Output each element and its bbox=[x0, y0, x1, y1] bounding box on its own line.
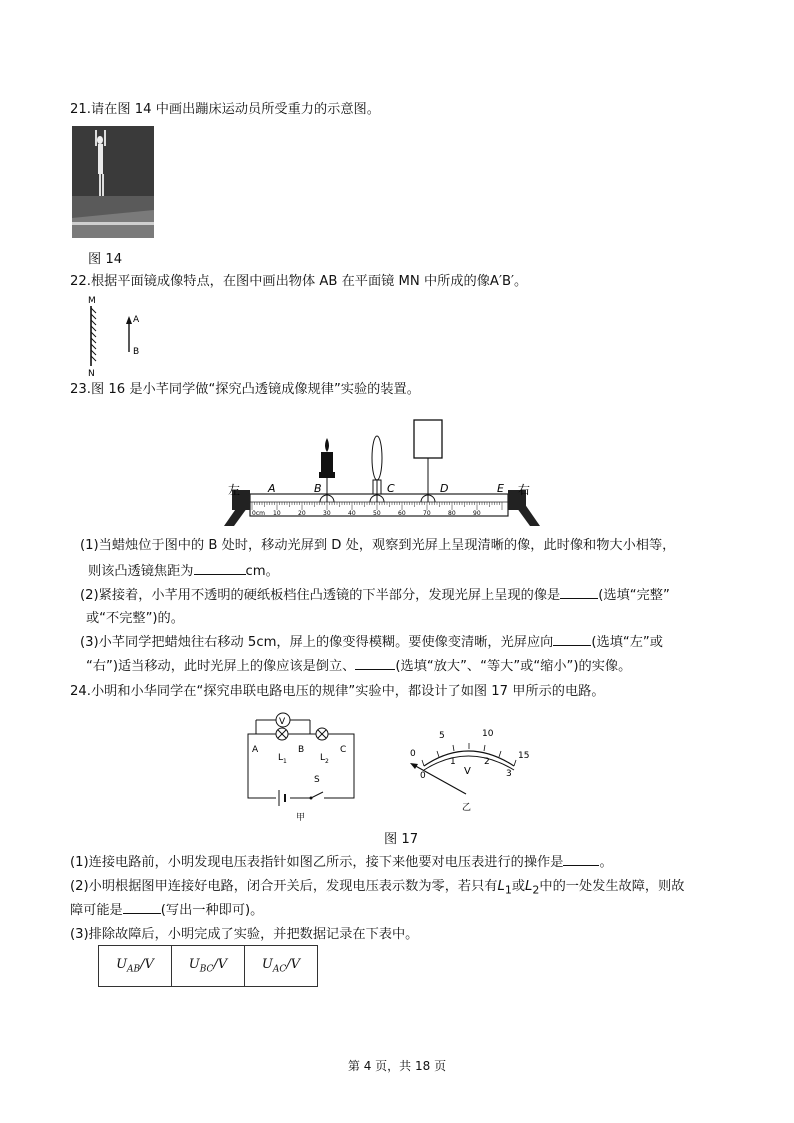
header-uac: $U_{AC}/V$ bbox=[245, 946, 318, 987]
mirror-label-n: N bbox=[88, 369, 95, 378]
dial-unit: V bbox=[464, 766, 471, 777]
answer-blank-focal-length[interactable] bbox=[194, 562, 246, 575]
lamp-l2-label: $L_2$ bbox=[320, 753, 329, 765]
q24-part1 bbox=[70, 853, 613, 872]
point-a: A bbox=[268, 482, 276, 495]
ruler-tick-label: 50 bbox=[373, 510, 381, 517]
table-header-row bbox=[99, 946, 318, 987]
q24-part2-line2-suffix: (写出一种即可)。 bbox=[160, 903, 264, 918]
lamp-ref-sub1: 1 bbox=[504, 883, 512, 897]
circuit-diagram bbox=[244, 708, 364, 828]
ruler-tick-label: 80 bbox=[448, 510, 456, 517]
point-c: C bbox=[387, 482, 395, 495]
q23-part2-line1 bbox=[80, 586, 670, 605]
header-uab: $U_{AB}/V$ bbox=[99, 946, 172, 987]
dial-caption: 乙 bbox=[462, 803, 472, 813]
switch-label: S bbox=[314, 775, 320, 785]
q24-part2-line1 bbox=[70, 877, 684, 900]
q24-part2-line2-prefix: 障可能是 bbox=[70, 903, 123, 918]
figure-17-label: 图 17 bbox=[384, 832, 419, 847]
mirror-label-m: M bbox=[88, 296, 96, 306]
question-24-intro: 24.小明和小华同学在“探究串联电路电压的规律”实验中，都设计了如图 17 甲所示的电路。 bbox=[70, 684, 605, 699]
q24-part1-suffix: 。 bbox=[599, 855, 613, 870]
answer-blank-image-complete[interactable] bbox=[560, 586, 598, 599]
q24-part2-prefix: (2)小明根据图甲连接好电路，闭合开关后，发现电压表示数为零，若只有 bbox=[70, 879, 498, 894]
ruler-tick-label: 60 bbox=[398, 510, 406, 517]
ruler-tick-label: 90 bbox=[473, 510, 481, 517]
circuit-caption: 甲 bbox=[296, 813, 306, 823]
ruler-tick-label: 70 bbox=[423, 510, 431, 517]
voltmeter-dial bbox=[406, 722, 536, 820]
question-23-intro: 23.图 16 是小芊同学做“探究凸透镜成像规律”实验的装置。 bbox=[70, 382, 420, 397]
ruler-tick-label: 20 bbox=[298, 510, 306, 517]
dial-bottom-2: 2 bbox=[484, 757, 490, 767]
ruler-tick-label: 40 bbox=[348, 510, 356, 517]
bench-left-label: 左 bbox=[228, 483, 241, 497]
node-b-label: B bbox=[298, 745, 305, 755]
q23-part3-line2 bbox=[86, 657, 631, 676]
question-22-text: 22.根据平面镜成像特点，在图中画出物体 AB 在平面镜 MN 中所成的像A′B′。 bbox=[70, 274, 528, 289]
question-21-text: 21.请在图 14 中画出蹦床运动员所受重力的示意图。 bbox=[70, 102, 380, 117]
answer-blank-fault[interactable] bbox=[123, 901, 161, 914]
q24-part2-line2 bbox=[70, 901, 263, 920]
answer-blank-screen-direction[interactable] bbox=[553, 633, 591, 646]
dial-top-0: 0 bbox=[410, 749, 416, 759]
dial-bottom-0: 0 bbox=[420, 771, 426, 781]
object-label-a: A bbox=[133, 315, 140, 325]
q23-part3-prefix: (3)小芊同学把蜡烛往右移动 5cm，屏上的像变得模糊。要使像变清晰，光屏应向 bbox=[80, 635, 554, 650]
q23-part1-line2 bbox=[88, 562, 279, 581]
lamp-ref-sub2: 2 bbox=[532, 883, 540, 897]
optical-bench-diagram bbox=[222, 412, 542, 536]
lamp-l1-label: $L_1$ bbox=[278, 753, 287, 765]
bench-right-label: 右 bbox=[518, 483, 531, 497]
dial-top-10: 10 bbox=[482, 729, 494, 739]
node-c-label: C bbox=[340, 745, 347, 755]
ruler-tick-label: 30 bbox=[323, 510, 331, 517]
point-d: D bbox=[440, 482, 449, 495]
q24-part2-mid: 或 bbox=[511, 879, 526, 894]
mirror-diagram bbox=[82, 294, 162, 382]
q23-part1-prefix: 则该凸透镜焦距为 bbox=[88, 564, 194, 579]
header-ubc: $U_{BC}/V$ bbox=[172, 946, 245, 987]
answer-blank-image-size[interactable] bbox=[355, 657, 395, 670]
q23-part3-line1 bbox=[80, 633, 663, 652]
dial-bottom-3: 3 bbox=[506, 769, 512, 779]
q23-part1-line1: (1)当蜡烛位于图中的 B 处时，移动光屏到 D 处，观察到光屏上呈现清晰的像，此时像和物大小相等， bbox=[80, 538, 676, 553]
q23-part3-line2-prefix: “右”)适当移动，此时光屏上的像应该是倒立、 bbox=[86, 659, 356, 674]
point-e: E bbox=[497, 482, 504, 495]
q23-part3-suffix: (选填“左”或 bbox=[591, 635, 663, 650]
q23-part2-suffix: (选填“完整” bbox=[598, 588, 670, 603]
q24-part3: (3)排除故障后，小明完成了实验，并把数据记录在下表中。 bbox=[70, 927, 419, 942]
dial-bottom-1: 1 bbox=[450, 757, 456, 767]
object-label-b: B bbox=[133, 347, 140, 357]
q24-part2-suffix: 中的一处发生故障，则故 bbox=[539, 879, 685, 894]
lamp-ref-l: L bbox=[497, 879, 505, 894]
trampoline-photo bbox=[72, 126, 154, 238]
ruler-tick-label: 10 bbox=[273, 510, 281, 517]
lamp-ref-l-2: L bbox=[525, 879, 533, 894]
voltage-data-table bbox=[98, 945, 318, 987]
q23-part2-line2: 或“不完整”)的。 bbox=[86, 611, 184, 626]
figure-14-label: 图 14 bbox=[88, 252, 123, 267]
q23-part3-line2-suffix: (选填“放大”、“等大”或“缩小”)的实像。 bbox=[395, 659, 632, 674]
q24-part1-prefix: (1)连接电路前，小明发现电压表指针如图乙所示，接下来他要对电压表进行的操作是 bbox=[70, 855, 564, 870]
point-b: B bbox=[314, 482, 322, 495]
ruler-tick-label: 0cm bbox=[252, 510, 265, 517]
node-a-label: A bbox=[252, 745, 259, 755]
page-footer: 第 4 页，共 18 页 bbox=[347, 1059, 447, 1073]
answer-blank-voltmeter-operation[interactable] bbox=[563, 853, 599, 866]
voltmeter-label: V bbox=[279, 717, 286, 727]
q23-part2-prefix: (2)紧接着，小芊用不透明的硬纸板档住凸透镜的下半部分，发现光屏上呈现的像是 bbox=[80, 588, 561, 603]
dial-top-5: 5 bbox=[439, 731, 445, 741]
dial-top-15: 15 bbox=[518, 751, 530, 761]
q23-part1-unit: cm。 bbox=[245, 564, 279, 579]
